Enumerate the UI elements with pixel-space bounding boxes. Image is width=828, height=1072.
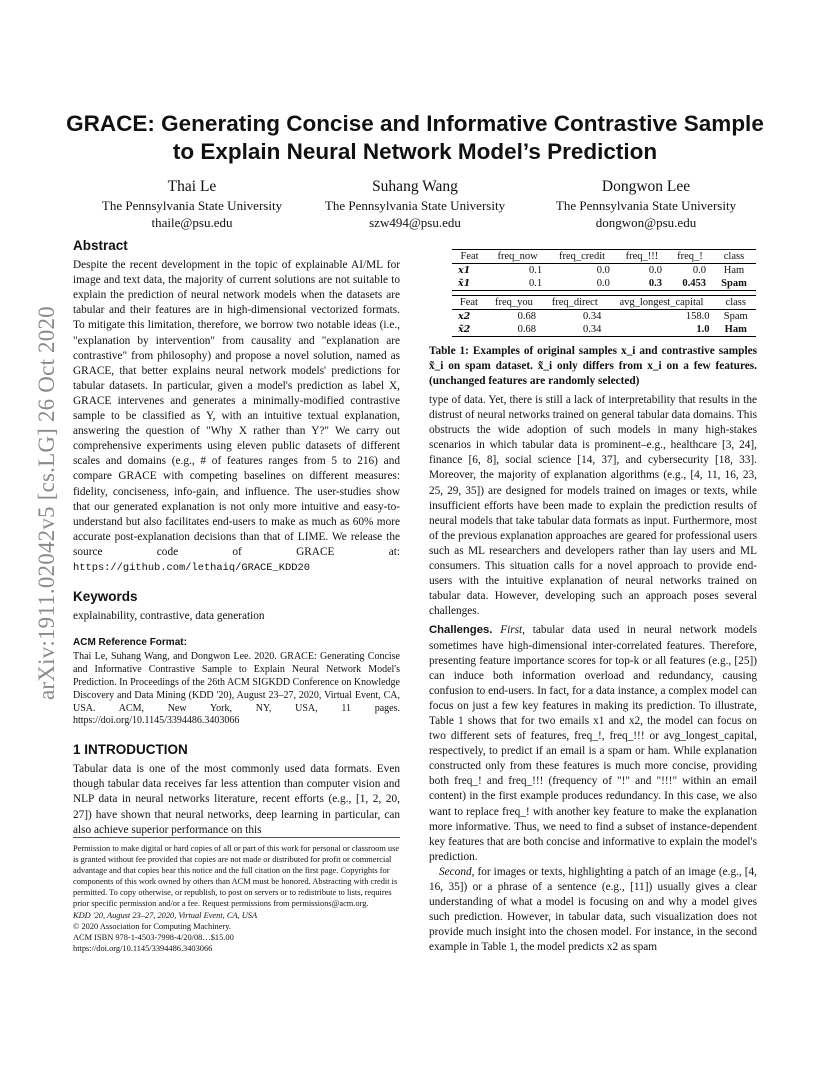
doi-line[interactable]: https://doi.org/10.1145/3394486.3403066	[73, 943, 213, 953]
challenges-first: First,	[500, 624, 525, 637]
row-label: x2	[458, 311, 471, 322]
table-header-cell: freq_now	[497, 251, 538, 262]
table-cell: 158.0	[685, 311, 710, 322]
author-email: szw494@psu.edu	[369, 215, 461, 230]
row-label: x1	[458, 265, 471, 276]
table-header-cell: class	[723, 251, 745, 262]
table-cell: 1.0	[696, 324, 710, 335]
acm-reference-heading: ACM Reference Format:	[73, 637, 187, 649]
acm-reference	[73, 635, 400, 728]
author-affiliation: The Pennsylvania State University	[101, 198, 283, 213]
table-header-cell: Feat	[459, 297, 478, 308]
intro-heading: 1 INTRODUCTION	[73, 742, 188, 758]
table-cell: 0.0	[596, 278, 610, 289]
keywords-text: explainability, contrastive, data generation	[73, 610, 265, 623]
author-email: dongwon@psu.edu	[595, 215, 697, 230]
author-block	[526, 177, 766, 231]
table-cell: 0.68	[517, 311, 537, 322]
intro-continued-text: type of data. Yet, there is still a lack of interpretability that results in the distrust of neural networks trained on general tabular data domains. This obstructs the wide adoption of such models in many high-stakes scenarios in which tabular data is prominent–e.g., healthcare [3, 24], finance [6, 8], social science [14, 37], and cybersecurity [18, 33]. Moreover, the majority of explanation algorithms (e.g., [4, 11, 16, 23, 25, 29, 35]) are designed for models trained on images or texts, while insufficient efforts have been made to explain the prediction results of neural models that take tabular data formats as input. Furthermore, most of the previous explanation approaches are geared for professional users such as ML researchers and developers rather than lay users and ML consumers. This situation calls for a novel approach to provide end-users with the intuitive explanation of neural networks trained on tabular data. However, developing such an approach poses several challenges.	[429, 394, 757, 618]
table-cell: 0.453	[682, 278, 706, 289]
table-1-caption: Table 1: Examples of original samples x_i and contrastive samples x̃_i on spam dataset. x̃_i only differs from x_i on a few features. (unchanged features are randomly selected)	[429, 345, 757, 388]
footnote	[73, 837, 400, 954]
author-email: thaile@psu.edu	[151, 215, 233, 230]
arxiv-stamp: arXiv:1911.02042v5 [cs.LG] 26 Oct 2020	[34, 306, 59, 700]
right-column	[429, 393, 757, 955]
table-cell: 0.0	[648, 265, 663, 276]
table-cell: 0.34	[583, 324, 602, 335]
challenges-paragraph	[429, 623, 757, 865]
table-cell: Spam	[721, 278, 747, 289]
author-name: Dongwon Lee	[601, 178, 691, 195]
table-1-part-a	[452, 249, 756, 291]
source-code-link[interactable]: https://github.com/lethaiq/GRACE_KDD20	[73, 561, 310, 574]
second-first: Second,	[439, 865, 475, 878]
abstract-body: Despite the recent development in the topic of explainable AI/ML for image and text data, the majority of current solutions are not suitable to explain the prediction of neural network models when the datasets are tabular and their features are in high-dimensional vectorized formats. To mitigate this limitation, therefore, we borrow two notable ideas (i.e., "explanation by intervention" from causality and "explanation are contrastive" from philosophy) and propose a novel solution, named as GRACE, that better explains neural network models' predictions for tabular datasets. In particular, given a model's prediction as label X, GRACE intervenes and generates a minimally-modified contrastive sample to be classified as Y, with an intuitive textual explanation, answering the question of "Why X rather than Y?" We carry out comprehensive experiments using eleven public datasets of different scales and domains (e.g., # of features ranges from 5 to 216) and compare GRACE with competing baselines on different measures: fidelity, conciseness, info-gain, and influence. The user-studies show that our generated explanation is not only more intuitive and easy-to-understand but also facilitates end-users to make as much as 60% more accurate post-explanation decisions than that of LIME. We release the source code of GRACE at:	[73, 259, 400, 558]
author-affiliation: The Pennsylvania State University	[555, 198, 737, 213]
table-header-cell: Feat	[460, 251, 479, 262]
table-cell: Spam	[723, 311, 748, 322]
copyright-line: © 2020 Association for Computing Machinery.	[73, 921, 231, 931]
table-header-cell: freq_!	[677, 251, 703, 262]
left-column	[73, 238, 400, 838]
table-cell: 0.0	[692, 265, 706, 276]
isbn-line: ACM ISBN 978-1-4503-7998-4/20/08…$15.00	[73, 932, 234, 942]
table-cell: Ham	[723, 265, 745, 276]
author-name: Thai Le	[167, 178, 217, 195]
table-cell: 0.1	[528, 278, 543, 289]
intro-text: Tabular data is one of the most commonly used data formats. Even though tabular data receives far less attention than computer vision and NLP data in neural networks literature, recent efforts (e.g., [1, 2, 20, 27]) have shown that neural networks, deep learning in particular, can also achieve superior performance on this	[73, 763, 400, 836]
table-1-part-b	[452, 295, 756, 337]
second-text: for images or texts, highlighting a patch of an image (e.g., [4, 16, 35]) or a phrase of a sentence (e.g., [11]) usually gives a clear understanding of what a model is focusing on and why a model gives such prediction. However, in tabular data, such visualization does not provide much insight into the chosen model. For instance, in the second example in Table 1, the model predicts x2 as spam	[429, 865, 758, 954]
table-row	[452, 264, 756, 278]
row-label: x̃1	[458, 278, 471, 289]
author-block	[305, 177, 525, 231]
table-header-cell: avg_longest_capital	[619, 297, 704, 308]
paper-title	[60, 110, 770, 166]
abstract-heading: Abstract	[73, 238, 128, 253]
table-header-cell: class	[725, 297, 746, 308]
author-affiliation: The Pennsylvania State University	[324, 198, 506, 213]
table-cell: 0.3	[648, 278, 663, 289]
abstract-text	[73, 258, 400, 576]
venue-line: KDD '20, August 23–27, 2020, Virtual Event, CA, USA	[73, 910, 258, 920]
table-cell: 0.34	[583, 311, 602, 322]
challenges-text: tabular data used in neural network models sometimes have high-dimensional inter-correlated features. Therefore, presenting feature importance scores for top-k or all features (e.g., [25]) can induce both information overload and redundancy, causing confusion to end-users. In fact, for a data instance, a complex model can focus on just a few key features in making its prediction. To illustrate, Table 1 shows that for two emails x1 and x2, the model can focus on two different sets of features, freq_!, freq_!!! or avg_longest_capital, respectively, to predict if an email is a spam or ham. While explanation constructed only from these features is much more concise, providing both freq_! and freq_!!! (frequency of "!" and "!!!" within an email content) in the first example produces redundancy. In this case, we also want to replace freq_! with another key feature to make the explanation more informative. Thus, we need to find a subset of instance-dependent key features that are both concise and informative to explain the model's prediction.	[429, 624, 757, 863]
table-header-cell: freq_credit	[558, 251, 606, 262]
keywords-heading: Keywords	[73, 589, 138, 605]
table-header-cell: freq_you	[495, 297, 533, 308]
author-block	[82, 177, 302, 231]
table-cell: 0.1	[528, 265, 543, 276]
acm-reference-text: Thai Le, Suhang Wang, and Dongwon Lee. 2020. GRACE: Generating Concise and Informative Contrastive Sample to Explain Neural Network Model's Prediction. In Proceedings of the 26th ACM SIGKDD Conference on Knowledge Discovery and Data Mining (KDD '20), August 23–27, 2020, Virtual Event, CA, USA. ACM, New York, NY, USA, 11 pages. https://doi.org/10.1145/3394486.3403066	[73, 651, 400, 727]
table-cell: 0.68	[517, 324, 537, 335]
table-row	[452, 310, 756, 324]
title-main: Generating Concise and Informative Contrastive Sample to Explain Neural Network Model’s Prediction	[161, 111, 764, 164]
table-header-cell: freq_direct	[551, 297, 598, 308]
table-cell: Ham	[724, 324, 747, 335]
title-acronym: GRACE:	[66, 111, 155, 136]
permission-notice: Permission to make digital or hard copies of all or part of this work for personal or classroom use is granted without fee provided that copies are not made or distributed for profit or commercial advantage and that copies bear this notice and the full citation on the first page. Copyrights for components of this work owned by others than ACM must be honored. Abstracting with credit is permitted. To copy otherwise, or republish, to post on servers or to redistribute to lists, requires prior specific permission and/or a fee. Request permissions from permissions@acm.org.	[73, 844, 400, 909]
second-paragraph	[429, 865, 757, 956]
author-name: Suhang Wang	[372, 178, 458, 195]
row-label: x̃2	[458, 324, 471, 335]
table-row	[452, 323, 756, 337]
table-header-cell: freq_!!!	[625, 251, 659, 262]
table-cell: 0.0	[596, 265, 610, 276]
table-row	[452, 277, 756, 291]
challenges-heading: Challenges.	[429, 624, 493, 637]
